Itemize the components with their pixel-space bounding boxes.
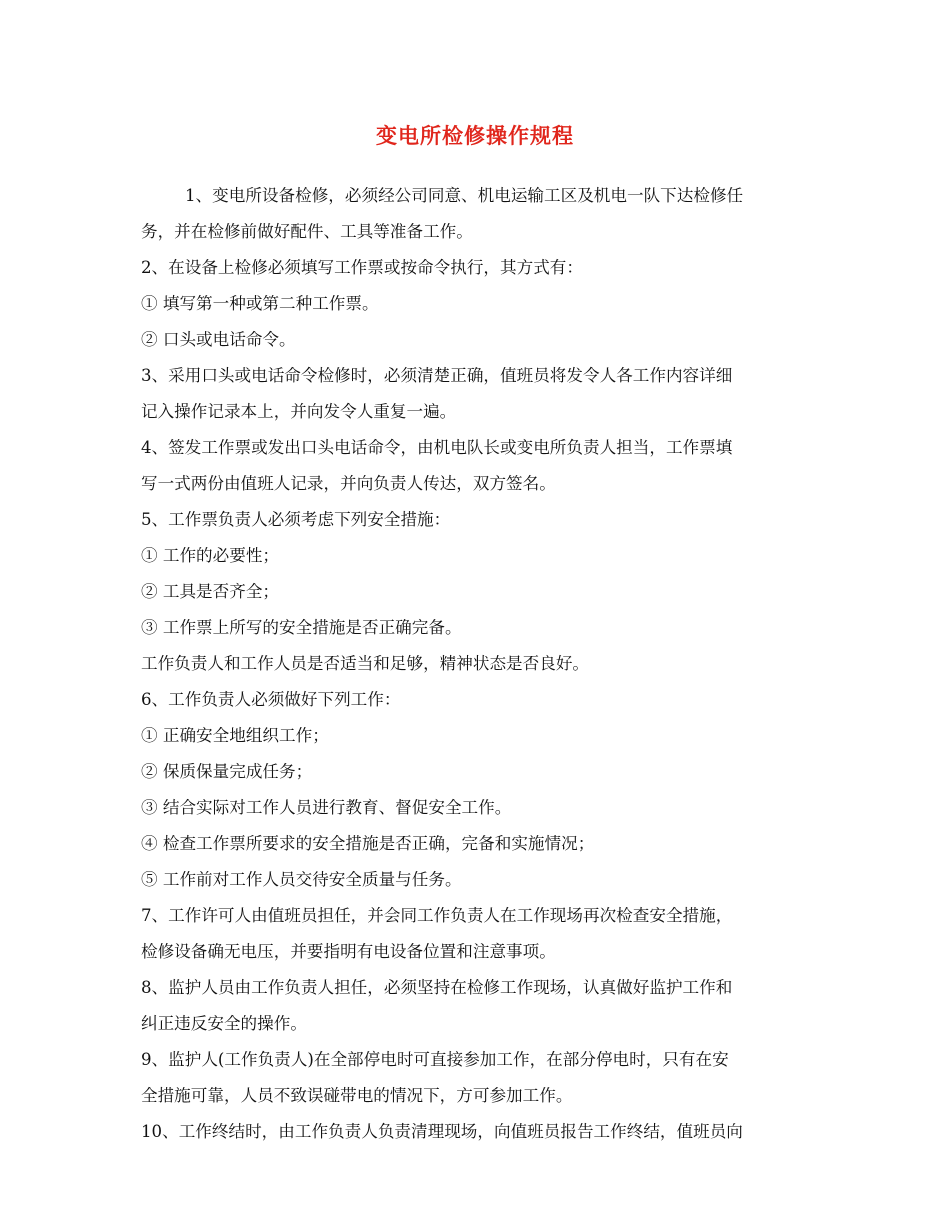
paragraph-line: 写一式两份由值班人记录，并向负责人传达，双方签名。 <box>141 474 556 493</box>
paragraph-line: 2、在设备上检修必须填写工作票或按命令执行，其方式有： <box>141 258 583 277</box>
paragraph-line: 9、监护人(工作负责人)在全部停电时可直接参加工作，在部分停电时，只有在安 <box>141 1050 729 1069</box>
paragraph-line: 检修设备确无电压，并要指明有电设备位置和注意事项。 <box>141 942 556 961</box>
list-item: ③ 结合实际对工作人员进行教育、督促安全工作。 <box>141 798 512 817</box>
paragraph-line: 10、工作终结时，由工作负责人负责清理现场，向值班员报告工作终结，值班员向 <box>141 1122 743 1141</box>
list-item: ⑤ 工作前对工作人员交待安全质量与任务。 <box>141 870 462 889</box>
paragraph-line: 纠正违反安全的操作。 <box>141 1014 307 1033</box>
paragraph-line: 3、采用口头或电话命令检修时，必须清楚正确，值班员将发令人各工作内容详细 <box>141 366 733 385</box>
paragraph-line: 4、签发工作票或发出口头电话命令，由机电队长或变电所负责人担当，工作票填 <box>141 438 733 457</box>
list-item: ③ 工作票上所写的安全措施是否正确完备。 <box>141 618 462 637</box>
list-item: ② 保质保量完成任务； <box>141 762 313 781</box>
paragraph-line: 记入操作记录本上，并向发令人重复一遍。 <box>141 402 457 421</box>
paragraph-line: 1、变电所设备检修，必须经公司同意、机电运输工区及机电一队下达检修任 <box>185 186 744 205</box>
document-title: 变电所检修操作规程 <box>376 123 574 148</box>
document-body <box>141 178 811 1150</box>
paragraph-line: 5、工作票负责人必须考虑下列安全措施： <box>141 510 451 529</box>
paragraph-line: 7、工作许可人由值班员担任，并会同工作负责人在工作现场再次检查安全措施， <box>141 906 733 925</box>
list-item: ④ 检查工作票所要求的安全措施是否正确，完备和实施情况； <box>141 834 595 853</box>
list-item: ② 工具是否齐全； <box>141 582 280 601</box>
list-item: ① 正确安全地组织工作； <box>141 726 329 745</box>
list-item: ① 填写第一种或第二种工作票。 <box>141 294 379 313</box>
paragraph-line: 全措施可靠，人员不致误碰带电的情况下，方可参加工作。 <box>141 1086 573 1105</box>
paragraph-line: 务，并在检修前做好配件、工具等准备工作。 <box>141 222 473 241</box>
paragraph-line: 8、监护人员由工作负责人担任，必须坚持在检修工作现场，认真做好监护工作和 <box>141 978 733 997</box>
list-item: ① 工作的必要性； <box>141 546 280 565</box>
paragraph-line: 6、工作负责人必须做好下列工作： <box>141 690 401 709</box>
paragraph-line: 工作负责人和工作人员是否适当和足够，精神状态是否良好。 <box>141 654 590 673</box>
list-item: ② 口头或电话命令。 <box>141 330 296 349</box>
